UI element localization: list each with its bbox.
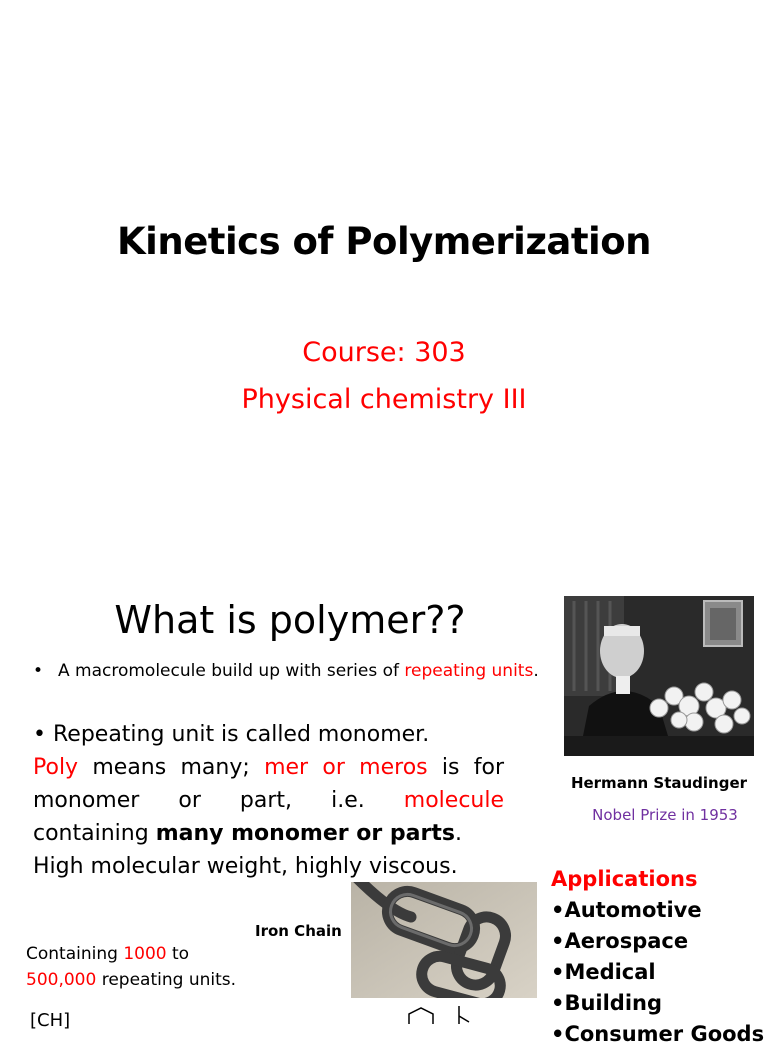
staudinger-photo [564, 596, 754, 756]
containing-to: to [166, 944, 190, 964]
para-line-2 [33, 784, 504, 817]
count-max: 500,000 [26, 970, 97, 990]
bullet1-end: . [533, 661, 539, 681]
app-medical: Medical [564, 960, 656, 984]
polymer-formula [30, 1010, 70, 1031]
app-consumer-goods: Consumer Goods [564, 1022, 765, 1046]
containing-text: containing [33, 821, 156, 846]
mer-word: mer or meros [264, 755, 428, 780]
bracket-icon: ] [63, 1010, 71, 1031]
count-min: 1000 [123, 944, 167, 964]
poly-word: Poly [33, 755, 79, 780]
bullet2-text: Repeating unit is called monomer. [52, 722, 430, 747]
nobel-prize-note: Nobel Prize in 1953 [592, 806, 738, 824]
formula-text: CH [37, 1010, 64, 1031]
bracket-icon: [ [30, 1010, 38, 1031]
containing-pre: Containing [26, 944, 124, 964]
slide-title: Kinetics of Polymerization [117, 220, 651, 263]
structure-diagram [405, 1002, 475, 1028]
applications-title: Applications [551, 867, 698, 891]
para-line-1 [33, 751, 504, 784]
bullet-monomer: • Repeating unit is called monomer. [33, 722, 430, 747]
list-item: •Building [551, 991, 663, 1015]
means-text: means many; [78, 755, 265, 780]
list-item: •Medical [551, 960, 656, 984]
repeating-units-note [26, 941, 266, 993]
section-heading: What is polymer?? [114, 598, 466, 642]
chain-label: Iron Chain [255, 922, 342, 940]
list-item: •Automotive [551, 898, 702, 922]
para-line-4: High molecular weight, highly viscous. [33, 854, 458, 879]
applications-list [551, 864, 768, 1050]
isfor-text: is for [427, 755, 505, 780]
app-aerospace: Aerospace [564, 929, 689, 953]
course-subject: Physical chemistry III [241, 384, 527, 415]
part-word: part, [239, 788, 293, 813]
photo-caption: Hermann Staudinger [570, 774, 748, 792]
or-word: or [178, 788, 201, 813]
bullet-dot: • [33, 661, 44, 681]
list-item: •Aerospace [551, 929, 689, 953]
definition-paragraph [33, 718, 504, 883]
period: . [454, 821, 462, 846]
ie-word: i.e. [331, 788, 365, 813]
list-item: •Consumer Goods [551, 1022, 765, 1046]
para-line-3 [33, 817, 504, 850]
app-building: Building [564, 991, 663, 1015]
iron-chain-image [351, 882, 537, 998]
bold-phrase: many monomer or parts [155, 821, 455, 846]
containing-post: repeating units. [96, 970, 237, 990]
app-automotive: Automotive [564, 898, 702, 922]
bullet1-highlight: repeating units [404, 661, 534, 681]
bullet1-text: A macromolecule build up with series of [58, 661, 405, 681]
molecule-word: molecule [403, 788, 505, 813]
course-number: Course: 303 [302, 337, 466, 368]
monomer-word: monomer [33, 788, 140, 813]
bullet-macromolecule [33, 659, 543, 684]
